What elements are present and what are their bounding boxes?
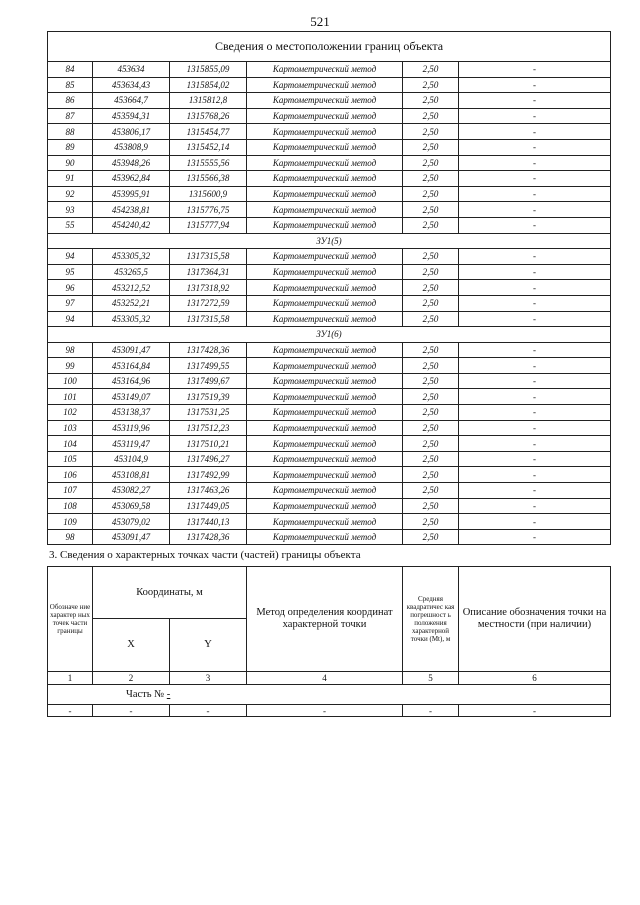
point-cell: 55	[48, 217, 93, 233]
point-cell: 109	[48, 514, 93, 530]
point-cell: -	[459, 498, 611, 514]
point-cell: 2,50	[403, 311, 459, 327]
point-cell: 1315855,09	[170, 62, 247, 78]
y-header: Y	[170, 619, 247, 672]
point-cell: 453091,47	[93, 342, 170, 358]
empty-cell: -	[247, 705, 403, 717]
part-number-row	[48, 685, 611, 705]
point-cell: 84	[48, 62, 93, 78]
point-cell: 1317272,59	[170, 295, 247, 311]
point-cell: -	[459, 467, 611, 483]
point-cell: Картометрический метод	[247, 264, 403, 280]
point-cell: -	[459, 93, 611, 109]
point-cell: Картометрический метод	[247, 342, 403, 358]
x-header: X	[93, 619, 170, 672]
point-cell: 98	[48, 529, 93, 545]
point-cell: Картометрический метод	[247, 62, 403, 78]
point-cell: Картометрический метод	[247, 405, 403, 421]
point-cell: Картометрический метод	[247, 93, 403, 109]
col-point-header: Обозначе ние характер ных точек части границы	[48, 567, 93, 672]
point-cell: Картометрический метод	[247, 186, 403, 202]
point-cell: -	[459, 62, 611, 78]
point-cell: 89	[48, 139, 93, 155]
point-cell: 2,50	[403, 202, 459, 218]
point-cell: 453149,07	[93, 389, 170, 405]
point-cell: 1317364,31	[170, 264, 247, 280]
point-cell: 2,50	[403, 264, 459, 280]
point-cell: -	[459, 202, 611, 218]
point-cell: Картометрический метод	[247, 436, 403, 452]
point-cell: 2,50	[403, 295, 459, 311]
point-cell: 453108,81	[93, 467, 170, 483]
point-cell: Картометрический метод	[247, 420, 403, 436]
point-cell: 453808,9	[93, 139, 170, 155]
point-cell: 453265,5	[93, 264, 170, 280]
point-cell: 453634	[93, 62, 170, 78]
point-cell: 87	[48, 108, 93, 124]
point-cell: 1317496,27	[170, 451, 247, 467]
point-cell: 90	[48, 155, 93, 171]
point-row	[48, 77, 611, 93]
point-cell: 1317449,05	[170, 498, 247, 514]
point-cell: 99	[48, 358, 93, 374]
point-cell: 1317315,58	[170, 311, 247, 327]
point-cell: -	[459, 264, 611, 280]
point-cell: 2,50	[403, 451, 459, 467]
point-cell: 453305,32	[93, 311, 170, 327]
point-cell: 453082,27	[93, 483, 170, 499]
point-cell: -	[459, 483, 611, 499]
point-row	[48, 342, 611, 358]
col-num: 3	[170, 672, 247, 685]
col-num: 5	[403, 672, 459, 685]
page-number: 521	[310, 14, 330, 29]
point-cell: 102	[48, 405, 93, 421]
point-cell: Картометрический метод	[247, 295, 403, 311]
point-row	[48, 483, 611, 499]
point-row	[48, 62, 611, 78]
point-cell: Картометрический метод	[247, 202, 403, 218]
point-row	[48, 217, 611, 233]
point-cell: Картометрический метод	[247, 451, 403, 467]
point-cell: 2,50	[403, 155, 459, 171]
coords-header: Координаты, м	[93, 567, 247, 619]
point-cell: Картометрический метод	[247, 514, 403, 530]
point-cell: 1317531,25	[170, 405, 247, 421]
point-cell: Картометрический метод	[247, 389, 403, 405]
point-row	[48, 529, 611, 545]
point-cell: 2,50	[403, 342, 459, 358]
point-cell: 96	[48, 280, 93, 296]
point-row	[48, 295, 611, 311]
point-cell: 1315768,26	[170, 108, 247, 124]
point-cell: 2,50	[403, 217, 459, 233]
point-cell: 2,50	[403, 373, 459, 389]
point-cell: 453119,96	[93, 420, 170, 436]
point-cell: 453119,47	[93, 436, 170, 452]
point-cell: 453164,84	[93, 358, 170, 374]
point-cell: 105	[48, 451, 93, 467]
point-cell: 1315454,77	[170, 124, 247, 140]
point-cell: 2,50	[403, 420, 459, 436]
point-cell: Картометрический метод	[247, 358, 403, 374]
empty-cell: -	[403, 705, 459, 717]
point-cell: 453164,96	[93, 373, 170, 389]
point-cell: 2,50	[403, 405, 459, 421]
point-cell: 106	[48, 467, 93, 483]
col-num: 2	[93, 672, 170, 685]
point-row	[48, 420, 611, 436]
point-cell: 453634,43	[93, 77, 170, 93]
point-row	[48, 124, 611, 140]
point-cell: -	[459, 186, 611, 202]
point-cell: Картометрический метод	[247, 139, 403, 155]
point-cell: 1315776,75	[170, 202, 247, 218]
point-row	[48, 171, 611, 187]
point-cell: -	[459, 77, 611, 93]
point-cell: 92	[48, 186, 93, 202]
point-cell: 1317499,55	[170, 358, 247, 374]
point-cell: 453995,91	[93, 186, 170, 202]
empty-row	[48, 705, 611, 717]
point-cell: 1317510,21	[170, 436, 247, 452]
desc-header: Описание обозначения точки на местности (при наличии)	[459, 567, 611, 672]
point-cell: -	[459, 108, 611, 124]
point-cell: 2,50	[403, 171, 459, 187]
point-cell: 2,50	[403, 124, 459, 140]
point-cell: -	[459, 124, 611, 140]
point-cell: -	[459, 373, 611, 389]
point-cell: 2,50	[403, 498, 459, 514]
point-row	[48, 280, 611, 296]
point-row	[48, 264, 611, 280]
point-cell: Картометрический метод	[247, 77, 403, 93]
empty-cell: -	[93, 705, 170, 717]
point-row	[48, 514, 611, 530]
point-cell: 2,50	[403, 358, 459, 374]
point-cell: 453091,47	[93, 529, 170, 545]
point-cell: 2,50	[403, 77, 459, 93]
point-cell: -	[459, 295, 611, 311]
point-cell: 85	[48, 77, 93, 93]
point-cell: 453305,32	[93, 249, 170, 265]
point-cell: 453948,26	[93, 155, 170, 171]
point-cell: 2,50	[403, 108, 459, 124]
point-cell: Картометрический метод	[247, 373, 403, 389]
point-cell: 91	[48, 171, 93, 187]
point-cell: Картометрический метод	[247, 467, 403, 483]
point-cell: 108	[48, 498, 93, 514]
point-cell: 94	[48, 311, 93, 327]
point-row	[48, 436, 611, 452]
part-points-table	[47, 566, 611, 717]
point-cell: Картометрический метод	[247, 498, 403, 514]
parcel-subheader: ЗУ1(5)	[48, 233, 611, 249]
point-cell: 1317428,36	[170, 342, 247, 358]
point-cell: 1317463,26	[170, 483, 247, 499]
point-row	[48, 498, 611, 514]
point-cell: 1315777,94	[170, 217, 247, 233]
point-cell: -	[459, 358, 611, 374]
part-value: -	[166, 689, 171, 700]
part-label: Часть №	[126, 689, 165, 700]
point-cell: 103	[48, 420, 93, 436]
point-cell: 2,50	[403, 514, 459, 530]
point-cell: Картометрический метод	[247, 280, 403, 296]
point-cell: 95	[48, 264, 93, 280]
point-cell: Картометрический метод	[247, 155, 403, 171]
boundary-table	[47, 31, 611, 545]
point-cell: Картометрический метод	[247, 311, 403, 327]
point-cell: -	[459, 171, 611, 187]
point-cell: 86	[48, 93, 93, 109]
point-cell: 1317492,99	[170, 467, 247, 483]
point-row	[48, 108, 611, 124]
point-cell: -	[459, 529, 611, 545]
point-cell: -	[459, 311, 611, 327]
point-cell: 454240,42	[93, 217, 170, 233]
point-cell: Картометрический метод	[247, 529, 403, 545]
point-cell: 1317315,58	[170, 249, 247, 265]
point-cell: 94	[48, 249, 93, 265]
point-cell: 453138,37	[93, 405, 170, 421]
point-cell: Картометрический метод	[247, 217, 403, 233]
point-cell: 101	[48, 389, 93, 405]
point-row	[48, 93, 611, 109]
point-cell: 2,50	[403, 186, 459, 202]
point-cell: 2,50	[403, 249, 459, 265]
point-cell: -	[459, 420, 611, 436]
point-cell: 2,50	[403, 436, 459, 452]
point-cell: 1315555,56	[170, 155, 247, 171]
point-cell: 453079,02	[93, 514, 170, 530]
point-cell: 1317519,39	[170, 389, 247, 405]
point-row	[48, 373, 611, 389]
point-cell: 104	[48, 436, 93, 452]
point-cell: 1317318,92	[170, 280, 247, 296]
empty-cell: -	[459, 705, 611, 717]
point-cell: -	[459, 280, 611, 296]
point-row	[48, 451, 611, 467]
col-num: 6	[459, 672, 611, 685]
point-cell: 2,50	[403, 139, 459, 155]
point-cell: Картометрический метод	[247, 483, 403, 499]
point-cell: 453664,7	[93, 93, 170, 109]
point-cell: Картометрический метод	[247, 171, 403, 187]
point-cell: -	[459, 139, 611, 155]
point-cell: 1315600,9	[170, 186, 247, 202]
point-row	[48, 186, 611, 202]
col-num: 1	[48, 672, 93, 685]
column-numbers-row	[48, 672, 611, 685]
point-row	[48, 249, 611, 265]
point-cell: 1315812,8	[170, 93, 247, 109]
point-cell: 98	[48, 342, 93, 358]
point-cell: 100	[48, 373, 93, 389]
point-cell: 1317440,13	[170, 514, 247, 530]
parcel-subheader: ЗУ1(6)	[48, 327, 611, 343]
point-cell: 1315566,38	[170, 171, 247, 187]
point-cell: 2,50	[403, 389, 459, 405]
point-cell: 453806,17	[93, 124, 170, 140]
point-cell: 454238,81	[93, 202, 170, 218]
point-row	[48, 202, 611, 218]
empty-cell: -	[170, 705, 247, 717]
point-row	[48, 155, 611, 171]
point-cell: -	[459, 249, 611, 265]
col-num: 4	[247, 672, 403, 685]
point-row	[48, 358, 611, 374]
point-row	[48, 139, 611, 155]
point-cell: 1317512,23	[170, 420, 247, 436]
mt-header: Средняя квадратичес кая погрешност ь положения характерной точки (Mt), м	[403, 567, 459, 672]
point-cell: 453104,9	[93, 451, 170, 467]
point-cell: 453594,31	[93, 108, 170, 124]
point-cell: 453069,58	[93, 498, 170, 514]
point-cell: -	[459, 342, 611, 358]
point-cell: -	[459, 155, 611, 171]
section-title: Сведения о местоположении границ объекта	[48, 32, 611, 62]
point-cell: 2,50	[403, 62, 459, 78]
point-cell: 453212,52	[93, 280, 170, 296]
point-cell: -	[459, 514, 611, 530]
point-cell: 88	[48, 124, 93, 140]
point-row	[48, 467, 611, 483]
point-row	[48, 405, 611, 421]
point-cell: 93	[48, 202, 93, 218]
point-cell: -	[459, 451, 611, 467]
point-cell: 2,50	[403, 483, 459, 499]
empty-cell: -	[48, 705, 93, 717]
point-cell: 2,50	[403, 529, 459, 545]
point-cell: 1317428,36	[170, 529, 247, 545]
point-cell: 2,50	[403, 93, 459, 109]
point-cell: 1317499,67	[170, 373, 247, 389]
point-cell: 2,50	[403, 467, 459, 483]
point-cell: 1315854,02	[170, 77, 247, 93]
point-cell: 2,50	[403, 280, 459, 296]
point-cell: -	[459, 436, 611, 452]
section3-title: 3. Сведения о характерных точках части (частей) границы объекта	[49, 549, 361, 561]
point-cell: -	[459, 389, 611, 405]
point-cell: Картометрический метод	[247, 108, 403, 124]
point-cell: 1315452,14	[170, 139, 247, 155]
point-cell: 97	[48, 295, 93, 311]
point-cell: -	[459, 405, 611, 421]
point-row	[48, 311, 611, 327]
method-header: Метод определения координат характерной точки	[247, 567, 403, 672]
point-cell: -	[459, 217, 611, 233]
point-cell: Картометрический метод	[247, 124, 403, 140]
point-cell: Картометрический метод	[247, 249, 403, 265]
point-row	[48, 389, 611, 405]
point-cell: 107	[48, 483, 93, 499]
point-cell: 453252,21	[93, 295, 170, 311]
point-cell: 453962,84	[93, 171, 170, 187]
